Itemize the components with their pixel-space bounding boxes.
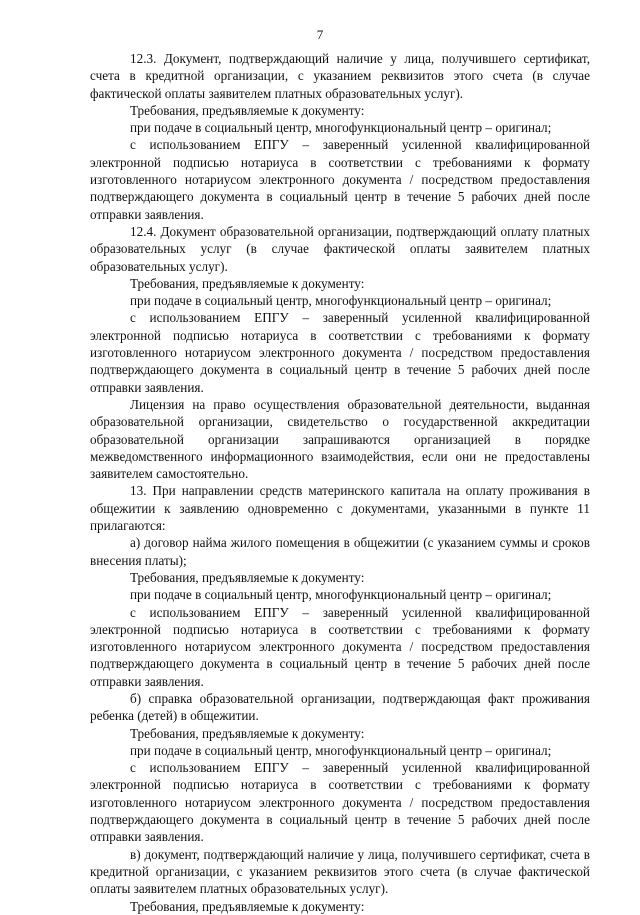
requirements-heading: Требования, предъявляемые к документу: (130, 725, 365, 741)
requirement-original: при подаче в социальный центр, многофункциональный центр – оригинал; (130, 742, 552, 758)
requirement-epgu: с использованием ЕПГУ – заверенный усиленной квалифицированной электронной подписью нотариуса в соответствии с требованиями к формату изготовленного нотариусом электронного документа / посредством предоставления подтверждающего документа в социальный центр в течение 5 рабочих дней после отправки заявления. (90, 760, 590, 845)
requirements-heading: Требования, предъявляемые к документу: (130, 898, 365, 914)
document-body (90, 50, 590, 915)
item-b: б) справка образовательной организации, подтверждающая факт проживания ребенка (детей) в общежитии. (90, 690, 590, 724)
item-a: а) договор найма жилого помещения в общежитии (с указанием суммы и сроков внесения платы); (90, 535, 590, 568)
requirement-original: при подаче в социальный центр, многофункциональный центр – оригинал; (130, 587, 552, 603)
license-paragraph: Лицензия на право осуществления образовательной деятельности, выданная образовательной организации, свидетельство о государственной аккредитации образовательной организации запрашиваются организацией в порядке межведомственного информационного взаимодействия, если они не предоставлены заявителем самостоятельно. (90, 396, 590, 482)
paragraph-12-3: 12.3. Документ, подтверждающий наличие у лица, получившего сертификат, счета в кредитной организации, с указанием реквизитов этого счета (в случае фактической оплаты заявителем платных образовательных услуг). (90, 51, 590, 101)
requirements-heading: Требования, предъявляемые к документу: (130, 102, 365, 118)
page-number: 7 (316, 27, 324, 42)
requirement-original: при подаче в социальный центр, многофункциональный центр – оригинал; (130, 120, 552, 136)
requirement-epgu: с использованием ЕПГУ – заверенный усиленной квалифицированной электронной подписью нотариуса в соответствии с требованиями к формату изготовленного нотариусом электронного документа / посредством предоставления подтверждающего документа в социальный центр в течение 5 рабочих дней после отправки заявления. (90, 310, 590, 395)
requirements-heading: Требования, предъявляемые к документу: (130, 569, 365, 585)
requirement-epgu: с использованием ЕПГУ – заверенный усиленной квалифицированной электронной подписью нотариуса в соответствии с требованиями к формату изготовленного нотариусом электронного документа / посредством предоставления подтверждающего документа в социальный центр в течение 5 рабочих дней после отправки заявления. (90, 604, 590, 689)
requirement-original: при подаче в социальный центр, многофункциональный центр – оригинал; (130, 293, 552, 309)
requirements-heading: Требования, предъявляемые к документу: (130, 275, 365, 291)
item-v: в) документ, подтверждающий наличие у лица, получившего сертификат, счета в кредитной организации, с указанием реквизитов этого счета (в случае фактической оплаты заявителем платных образовательных услуг). (90, 846, 590, 897)
requirement-epgu: с использованием ЕПГУ – заверенный усиленной квалифицированной электронной подписью нотариуса в соответствии с требованиями к формату изготовленного нотариусом электронного документа / посредством предоставления подтверждающего документа в социальный центр в течение 5 рабочих дней после отправки заявления. (90, 137, 590, 222)
paragraph-12-4: 12.4. Документ образовательной организации, подтверждающий оплату платных образовательных услуг (в случае фактической оплаты заявителем платных образовательных услуг). (90, 223, 590, 274)
paragraph-13: 13. При направлении средств материнского капитала на оплату проживания в общежитии к заявлению одновременно с документами, указанными в пункте 11 прилагаются: (90, 483, 590, 534)
